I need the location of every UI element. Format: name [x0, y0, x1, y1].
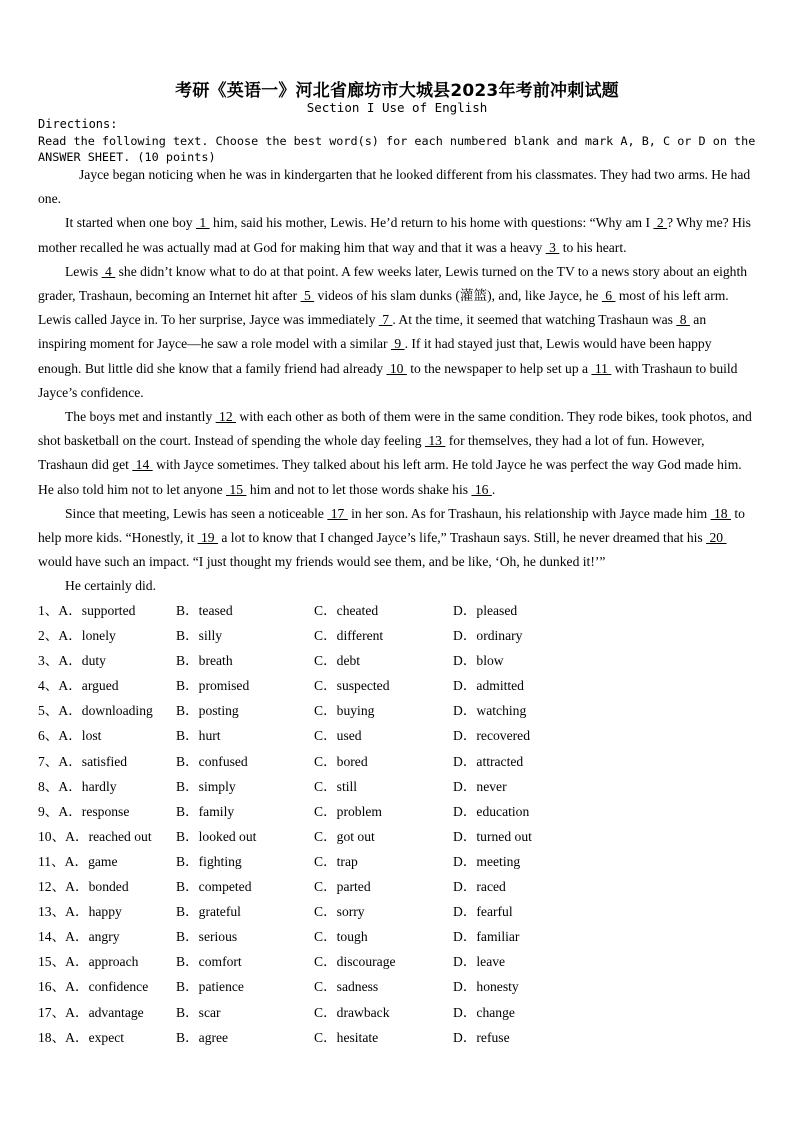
question-row [38, 698, 758, 723]
option-a[interactable]: 4、A．argued [38, 678, 119, 694]
passage-text: videos of his slam dunks (灌篮), and, like Jayce, he [314, 288, 602, 304]
numbered-blank: 5 [300, 288, 315, 304]
question-row [38, 749, 758, 774]
option-a[interactable]: 13、A．happy [38, 904, 122, 920]
question-row [38, 899, 758, 924]
numbered-blank: 8 [676, 312, 690, 328]
question-row [38, 1000, 758, 1025]
passage-text: to help more kids. “Honestly, it [38, 505, 745, 546]
passage-text: The boys met and instantly [65, 409, 216, 425]
numbered-blank: 18 [710, 505, 731, 521]
question-row [38, 774, 758, 799]
option-d[interactable]: D．attracted [453, 753, 524, 769]
numbered-blank: 20 [706, 530, 727, 546]
option-a[interactable]: 2、A．lonely [38, 628, 116, 644]
numbered-blank: 2 [653, 215, 668, 231]
passage-text: most of his left arm. Lewis called Jayce in. To her surprise, Jayce was immediately [38, 288, 729, 328]
paragraph [38, 502, 754, 575]
question-row [38, 598, 758, 623]
option-a[interactable]: 7、A．satisfied [38, 753, 128, 769]
option-c[interactable]: C．still [314, 778, 358, 794]
cloze-passage [38, 163, 754, 599]
option-b[interactable]: B．simply [176, 778, 236, 794]
option-b[interactable]: B．posting [176, 703, 239, 719]
question-row [38, 673, 758, 698]
option-b[interactable]: B．serious [176, 929, 238, 945]
passage-text: him and not to let those words shake his [246, 481, 472, 497]
option-d[interactable]: D．never [453, 778, 507, 794]
option-a[interactable]: 18、A．expect [38, 1029, 125, 1045]
passage-text: He certainly did. [65, 578, 156, 594]
passage-text: to the newspaper to help set up a [406, 360, 592, 376]
option-d[interactable]: D．recovered [453, 728, 530, 744]
numbered-blank: 12 [215, 409, 237, 425]
option-d[interactable]: D．raced [453, 879, 506, 895]
passage-text: she didn’t know what to do at that point. A few weeks later, Lewis turned on the TV to a news story about an eighth grader, Trashaun, becoming an Internet hit after [38, 263, 748, 304]
option-a[interactable]: 10、A．reached out [38, 828, 152, 844]
option-a[interactable]: 11、A．game [38, 853, 118, 869]
option-a[interactable]: 16、A．confidence [38, 979, 149, 995]
option-d[interactable]: D．ordinary [453, 628, 523, 644]
paragraph [38, 405, 754, 502]
option-d[interactable]: D．refuse [453, 1029, 510, 1045]
option-b[interactable]: B．scar [176, 1004, 221, 1020]
numbered-blank: 4 [101, 263, 116, 279]
passage-text: him, said his mother, Lewis. He’d return to his home with questions: “Why am I [209, 215, 654, 231]
option-d[interactable]: D．fearful [453, 904, 513, 920]
option-c[interactable]: C．hesitate [314, 1029, 379, 1045]
option-c[interactable]: C．sadness [314, 979, 379, 995]
question-row [38, 723, 758, 748]
passage-text: a lot to know that I changed Jayce’s life,” Trashaun says. Still, he never dreamed that his [217, 530, 707, 546]
option-d[interactable]: D．education [453, 803, 530, 819]
question-row [38, 874, 758, 899]
numbered-blank: 11 [591, 360, 612, 376]
option-b[interactable]: B．teased [176, 603, 233, 618]
passage-text: ? Why me? His mother recalled he was actually mad at God for making him that way and that it was a heavy [38, 215, 751, 255]
page-title: 考研《英语一》河北省廊坊市大城县2023年考前冲刺试题 [175, 81, 619, 101]
answer-options [38, 598, 758, 1050]
passage-text: . If it had stayed just that, Lewis would have been happy enough. But little did she know that a family friend had already [38, 336, 712, 376]
passage-text: Lewis [65, 263, 102, 279]
option-d[interactable]: D．honesty [453, 979, 519, 995]
passage-text: . [491, 481, 496, 497]
numbered-blank: 9 [390, 336, 405, 352]
option-b[interactable]: B．grateful [176, 904, 241, 920]
question-row [38, 824, 758, 849]
option-a[interactable]: 5、A．downloading [38, 703, 153, 719]
option-d[interactable]: D．familiar [453, 929, 520, 945]
numbered-blank: 19 [197, 530, 218, 546]
option-a[interactable]: 12、A．bonded [38, 879, 129, 895]
question-row [38, 974, 758, 999]
option-a[interactable]: 17、A．advantage [38, 1004, 144, 1020]
option-b[interactable]: B．family [176, 803, 235, 819]
option-c[interactable]: C．problem [314, 803, 382, 819]
option-d[interactable]: D．blow [453, 653, 504, 669]
option-b[interactable]: B．competed [176, 879, 252, 895]
option-b[interactable]: B．looked out [176, 828, 257, 844]
passage-text: with Trashaun to build Jayce’s confidence. [38, 360, 738, 400]
passage-text: Jayce began noticing when he was in kindergarten that he looked different from his classmates. They had two arms. He had one. [38, 167, 751, 207]
option-d[interactable]: D．admitted [453, 678, 524, 694]
passage-text: to his heart. [559, 239, 627, 255]
option-a[interactable]: 1、A．supported [38, 603, 136, 618]
passage-text: would have such an impact. “I just thought my friends would see them, and be like, ‘Oh, he dunked it!’” [38, 554, 606, 570]
option-b[interactable]: B．hurt [176, 728, 221, 744]
option-a[interactable]: 15、A．approach [38, 954, 139, 970]
option-b[interactable]: B．patience [176, 979, 244, 995]
option-d[interactable]: D．turned out [453, 828, 532, 844]
option-c[interactable]: C．bored [314, 753, 368, 769]
option-a[interactable]: 9、A．response [38, 803, 130, 819]
paragraph [38, 260, 754, 405]
option-d[interactable]: D．pleased [453, 603, 518, 618]
passage-text: with each other as both of them were in the same condition. They rode bikes, took photos, and shot basketball on the court. Instead of spending the whole day feeling [38, 409, 752, 449]
option-c[interactable]: C．tough [314, 929, 368, 945]
question-row [38, 849, 758, 874]
option-d[interactable]: D．change [453, 1004, 515, 1020]
option-c[interactable]: C．discourage [314, 954, 396, 970]
option-d[interactable]: D．meeting [453, 853, 521, 869]
numbered-blank: 13 [424, 433, 446, 449]
option-d[interactable]: D．watching [453, 703, 527, 719]
option-b[interactable]: B．agree [176, 1029, 229, 1045]
question-row [38, 949, 758, 974]
passage-text: for themselves, they had a lot of fun. However, Trashaun did get [38, 433, 705, 473]
numbered-blank: 7 [378, 312, 393, 328]
numbered-blank: 1 [196, 215, 210, 231]
question-row [38, 623, 758, 648]
numbered-blank: 17 [327, 505, 348, 521]
numbered-blank: 6 [601, 288, 616, 304]
option-b[interactable]: B．promised [176, 678, 250, 694]
numbered-blank: 10 [386, 360, 407, 376]
option-b[interactable]: B．comfort [176, 954, 242, 970]
passage-text: an inspiring moment for Jayce—he saw a role model with a similar [38, 312, 707, 352]
question-row [38, 1025, 758, 1050]
paragraph [38, 163, 754, 211]
passage-text: Since that meeting, Lewis has seen a noticeable [65, 505, 328, 521]
option-b[interactable]: B．breath [176, 653, 233, 669]
option-c[interactable]: C．trap [314, 853, 358, 869]
section-heading: Section I Use of English [306, 100, 488, 115]
option-c[interactable]: C．sorry [314, 904, 365, 920]
numbered-blank: 14 [132, 457, 153, 473]
option-a[interactable]: 8、A．hardly [38, 778, 117, 794]
paragraph [38, 211, 754, 259]
numbered-blank: 16 [471, 481, 492, 497]
option-a[interactable]: 14、A．angry [38, 929, 120, 945]
paragraph [38, 574, 754, 598]
option-b[interactable]: B．fighting [176, 853, 242, 869]
option-a[interactable]: 6、A．lost [38, 728, 102, 744]
option-c[interactable]: C．used [314, 728, 362, 744]
question-row [38, 799, 758, 824]
option-c[interactable]: C．suspected [314, 678, 390, 694]
option-c[interactable]: C．drawback [314, 1004, 390, 1020]
option-a[interactable]: 3、A．duty [38, 653, 106, 669]
option-c[interactable]: C．parted [314, 879, 371, 895]
passage-text: It started when one boy [65, 215, 196, 231]
passage-text: in her son. As for Trashaun, his relationship with Jayce made him [347, 505, 711, 521]
option-c[interactable]: C．debt [314, 653, 361, 669]
question-row [38, 648, 758, 673]
directions-text: Read the following text. Choose the best word(s) for each numbered blank and mark A, B, C or D on the ANSWER SHEET. (10 points) [38, 134, 756, 164]
passage-text: with Jayce sometimes. They talked about his left arm. He told Jayce he was perfect the way God made him. He also told him not to let anyone [38, 457, 742, 497]
option-b[interactable]: B．confused [176, 753, 248, 769]
numbered-blank: 3 [545, 239, 560, 255]
option-c[interactable]: C．buying [314, 703, 375, 719]
option-d[interactable]: D．leave [453, 954, 506, 970]
option-c[interactable]: C．different [314, 628, 384, 644]
directions-heading: Directions: [38, 117, 118, 131]
numbered-blank: 15 [226, 481, 247, 497]
question-row [38, 924, 758, 949]
option-c[interactable]: C．got out [314, 828, 375, 844]
passage-text: . At the time, it seemed that watching Trashaun was [392, 312, 677, 328]
option-b[interactable]: B．silly [176, 628, 223, 644]
option-c[interactable]: C．cheated [314, 603, 379, 618]
